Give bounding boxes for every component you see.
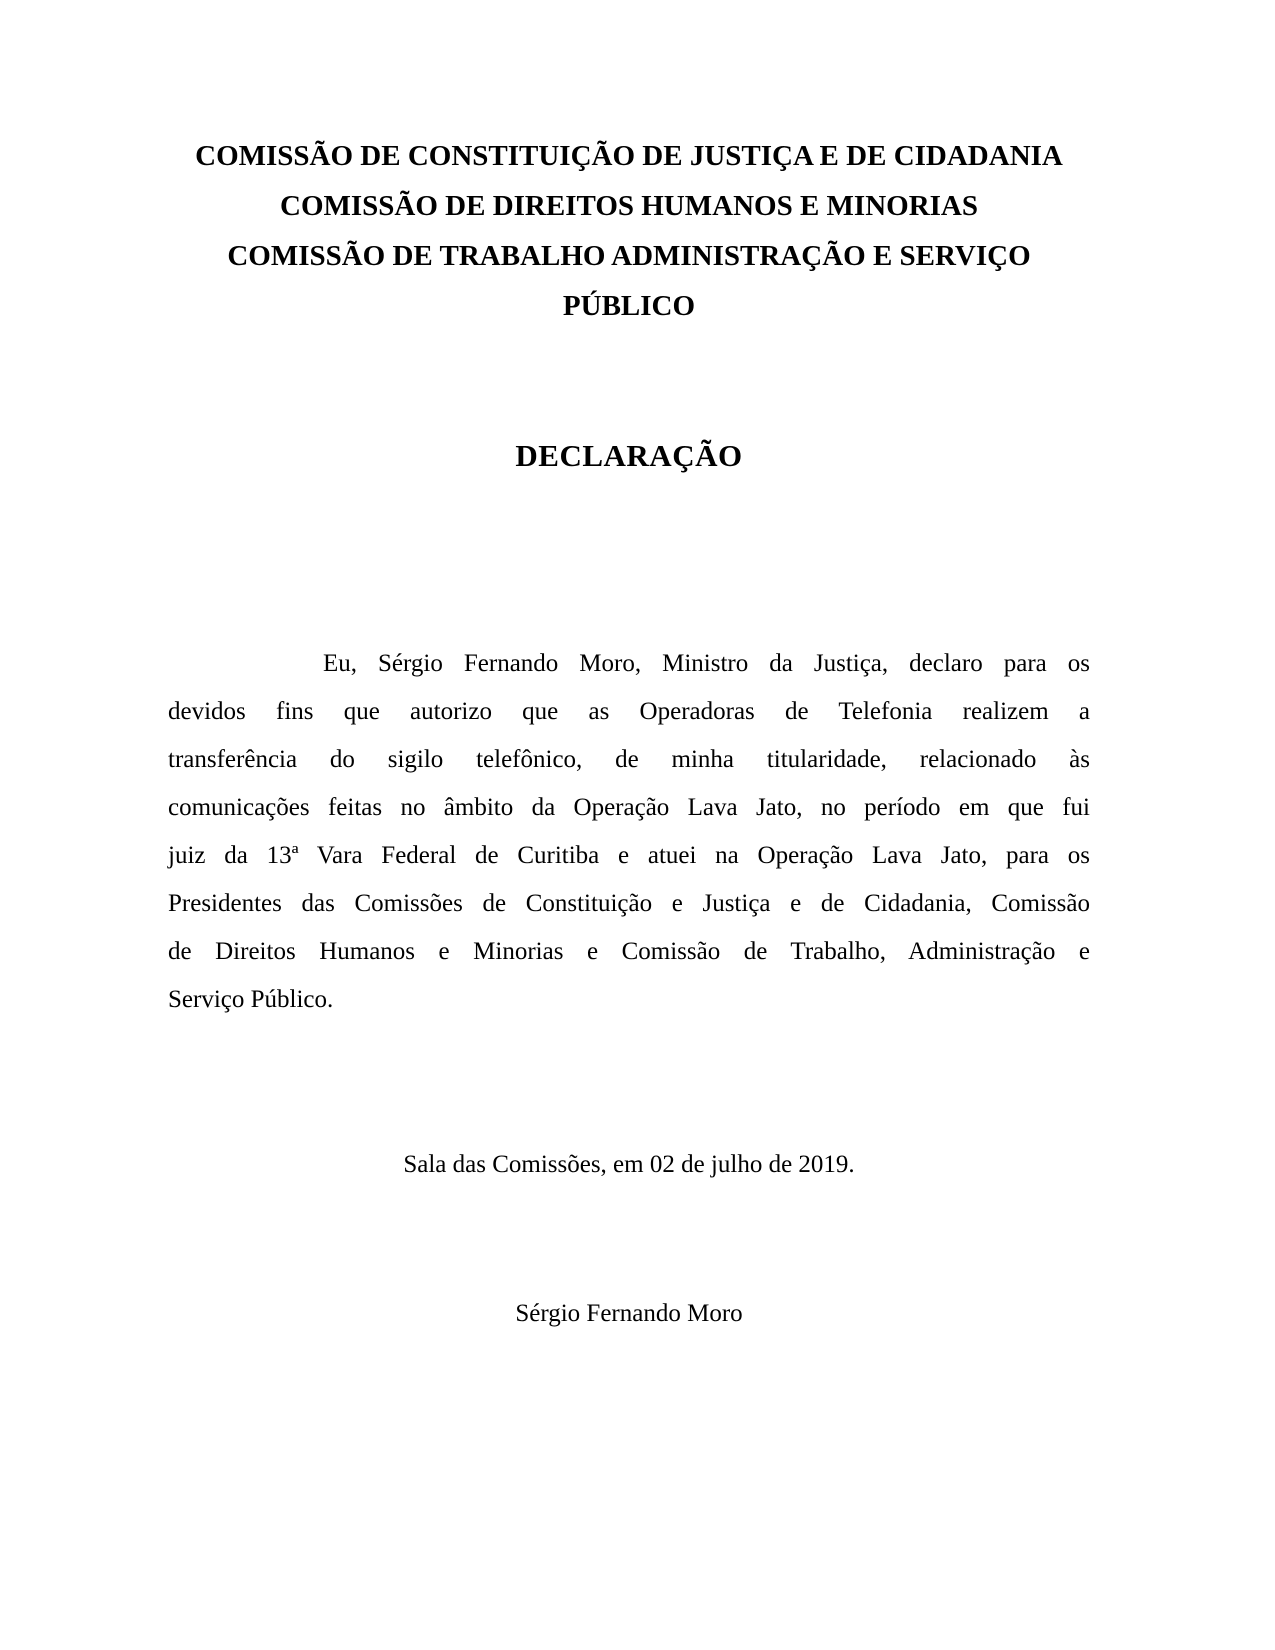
declaration-paragraph (168, 640, 1090, 1024)
body-line: Presidentes das Comissões de Constituição e Justiça e de Cidadania, Comissão (168, 890, 1090, 917)
place-date-line: Sala das Comissões, em 02 de julho de 2019. (403, 1151, 855, 1178)
heading-line-4: PÚBLICO (562, 290, 696, 322)
body-line: de Direitos Humanos e Minorias e Comissão de Trabalho, Administração e (168, 938, 1090, 965)
heading-line-3: COMISSÃO DE TRABALHO ADMINISTRAÇÃO E SERVIÇO (227, 240, 1031, 272)
body-line: comunicações feitas no âmbito da Operação Lava Jato, no período em que fui (168, 794, 1090, 821)
signature-name: Sérgio Fernando Moro (515, 1300, 743, 1327)
body-line: Serviço Público. (168, 986, 334, 1013)
body-line: Eu, Sérgio Fernando Moro, Ministro da Justiça, declaro para os (323, 650, 1090, 677)
heading-line-2: COMISSÃO DE DIREITOS HUMANOS E MINORIAS (280, 190, 978, 222)
heading-line-1: COMISSÃO DE CONSTITUIÇÃO DE JUSTIÇA E DE CIDADANIA (195, 140, 1063, 172)
document-title: DECLARAÇÃO (515, 438, 743, 473)
body-line: devidos fins que autorizo que as Operadoras de Telefonia realizem a (168, 698, 1090, 725)
committee-heading (168, 131, 1090, 331)
body-line: transferência do sigilo telefônico, de minha titularidade, relacionado às (168, 746, 1090, 773)
body-line: juiz da 13ª Vara Federal de Curitiba e atuei na Operação Lava Jato, para os (168, 842, 1090, 869)
